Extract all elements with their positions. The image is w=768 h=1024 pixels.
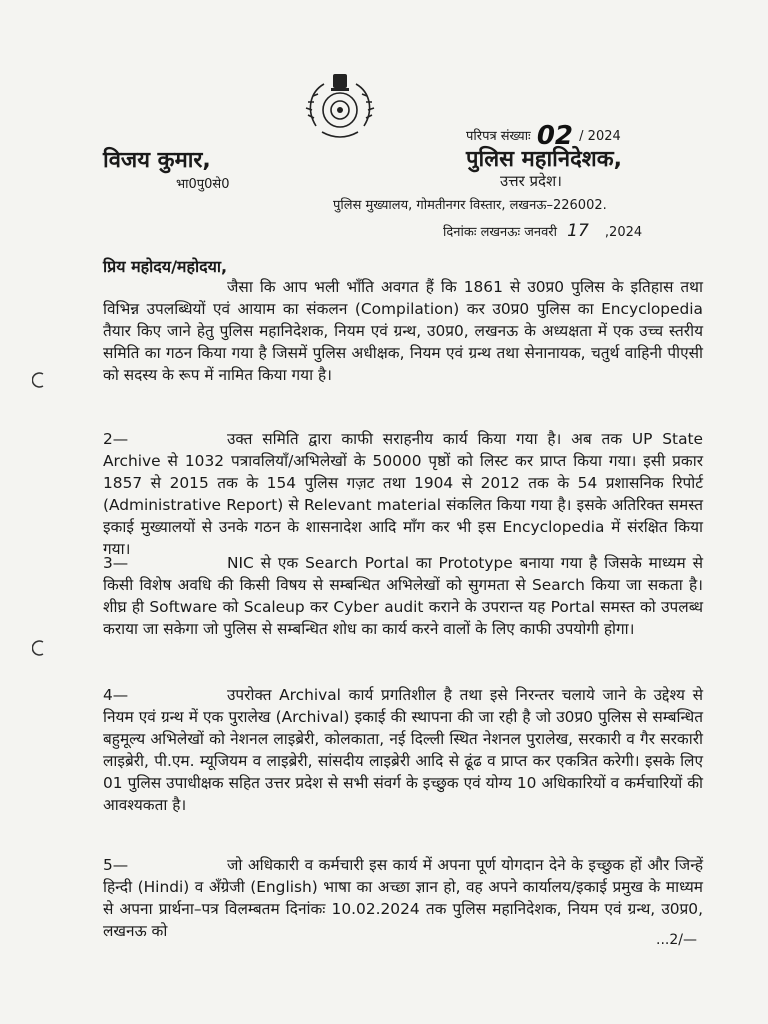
date-prefix: दिनांकः लखनऊः जनवरी [443,225,557,240]
paragraph-number: 3— [103,554,129,572]
circular-number-handwritten: 02 [536,121,574,151]
salutation: प्रिय महोदय/महोदया, [103,257,228,276]
paragraph-text: जो अधिकारी व कर्मचारी इस कार्य में अपना पूर्ण योगदान देने के इच्छुक हों और जिन्हें हिन्दी (Hindi) व अँग्रेजी (English) भाषा का अच्छा ज्ञान हो, वह अपने कार्यालय/इकाई प्रमुख के माध्यम से अपना प्रार्थना–पत्र विलम्बतम दिनांकः 10.02.2024 तक पुलिस महानिदेशक, नियम एवं ग्रन्थ, उ0प्र0, लखनऊ को [103,856,703,940]
paragraph-4 [103,684,703,816]
date-day-handwritten: 17 [567,221,589,241]
paragraph-number: 4— [103,686,129,704]
sender-name: विजय कुमार, [103,148,211,173]
paragraph-text: उक्त समिति द्वारा काफी सराहनीय कार्य किया गया है। अब तक UP State Archive से 1032 पत्रावलियाँ/अभिलेखों के 50000 पृष्ठों को लिस्ट कर प्राप्त किया गया। इसी प्रकार 1857 से 2015 तक के 154 पुलिस गज़ट तथा 1904 से 2012 तक के 54 प्रशासनिक रिपोर्ट (Administrative Report) से Relevant material संकलित किया गया है। इसके अतिरिक्त समस्त इकाई मुख्यालयों से उनके गठन के शासनादेश आदि माँग कर भी इस Encyclopedia में संरक्षित किया गया। [103,430,703,558]
office-title: पुलिस महानिदेशक, [466,147,622,172]
paragraph-text: NIC से एक Search Portal का Prototype बनाया गया है जिसके माध्यम से किसी विशेष अवधि की किसी विषय से सम्बन्धित अभिलेखों को सुगमता से Search किया जा सकता है। शीघ्र ही Software को Scaleup कर Cyber audit कराने के उपरान्त यह Portal समस्त को उपलब्ध कराया जा सकेगा जो पुलिस से सम्बन्धित शोध का कार्य करने वालों के लिए काफी उपयोगी होगा। [103,554,703,638]
police-emblem-icon [302,66,378,144]
paragraph-number: 5— [103,856,129,874]
paragraph-text: जैसा कि आप भली भाँति अवगत हैं कि 1861 से उ0प्र0 पुलिस के इतिहास तथा विभिन्न उपलब्धियों एवं आयाम का संकलन (Compilation) कर उ0प्र0 पुलिस का Encyclopedia तैयार किए जाने हेतु पुलिस महानिदेशक, नियम एवं ग्रन्थ, उ0प्र0, लखनऊ के अध्यक्षता में एक उच्च स्तरीय समिति का गठन किया गया है जिसमें पुलिस अधीक्षक, नियम एवं ग्रन्थ तथा सेनानायक, चतुर्थ वाहिनी पीएसी को सदस्य के रूप में नामित किया गया है। [103,278,703,384]
sender-designation: भा0पु0से0 [176,177,230,192]
circular-year: / 2024 [579,129,621,144]
office-address: पुलिस मुख्यालय, गोमतीनगर विस्तार, लखनऊ–226002. [333,198,607,213]
paragraph-3 [103,552,703,640]
punch-hole-icon [32,372,46,388]
paragraph-number: 2— [103,430,129,448]
paragraph-2 [103,428,703,560]
date-year: ,2024 [604,225,643,240]
paragraph-5 [103,854,703,942]
page-continuation: ...2/— [656,932,697,948]
paragraph-1 [103,276,703,386]
punch-hole-icon [32,640,46,656]
date-line [443,221,642,241]
paragraph-text: उपरोक्त Archival कार्य प्रगतिशील है तथा इसे निरन्तर चलाये जाने के उद्देश्य से नियम एवं ग्रन्थ में एक पुरालेख (Archival) इकाई की स्थापना की जा रही है जो उ0प्र0 पुलिस से सम्बन्धित बहुमूल्य अभिलेखों को नेशनल लाइब्रेरी, कोलकाता, नई दिल्ली स्थित नेशनल पुरालेख, सरकारी व गैर सरकारी लाइब्रेरी, पी.एम. म्यूजियम व लाइब्रेरी, सांसदीय लाइब्रेरी आदि से ढूंढ व प्राप्त कर एकत्रित करेगी। इसके लिए 01 पुलिस उपाधीक्षक सहित उत्तर प्रदेश से सभी संवर्ग के इच्छुक एवं योग्य 10 अधिकारियों व कर्मचारियों की आवश्यकता है। [103,686,703,814]
state-name: उत्तर प्रदेश। [500,172,562,190]
circular-label: परिपत्र संख्याः [466,129,531,144]
